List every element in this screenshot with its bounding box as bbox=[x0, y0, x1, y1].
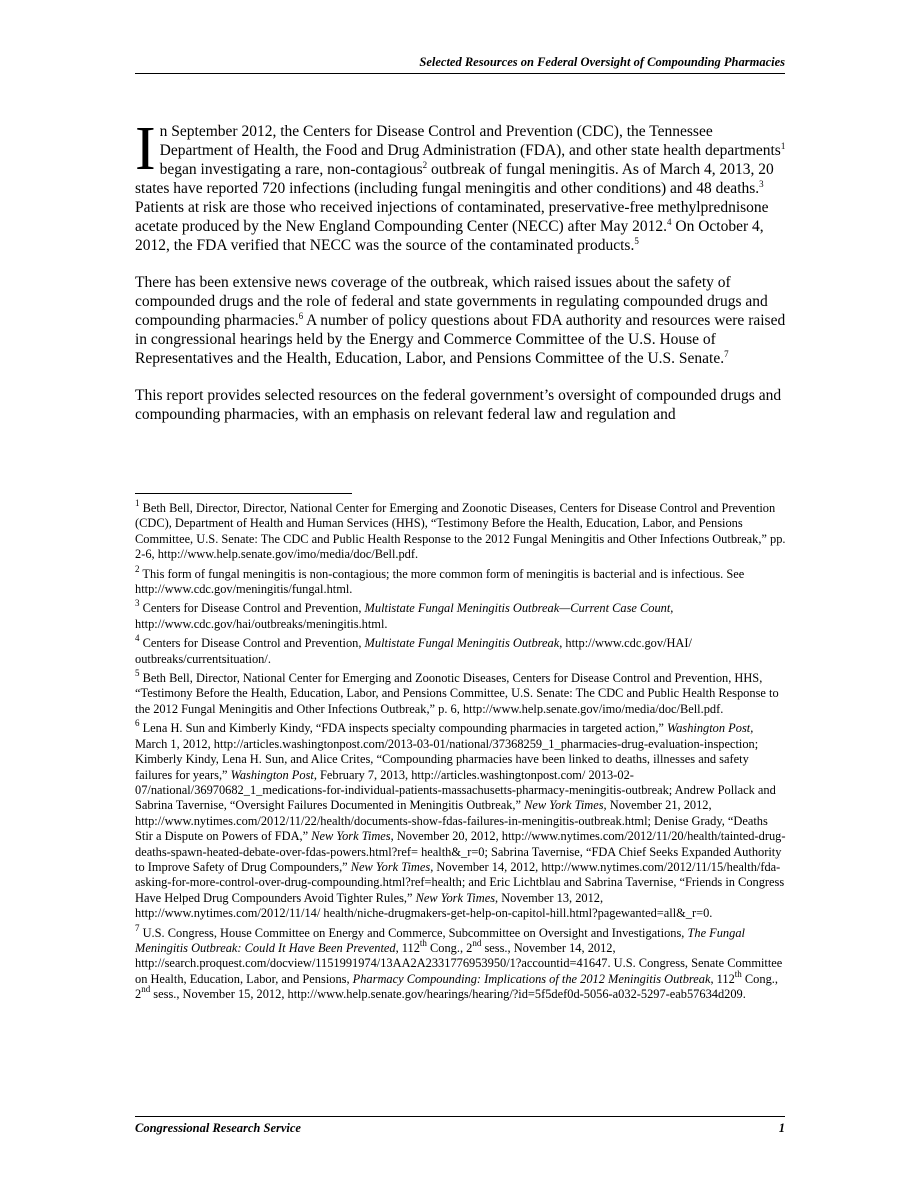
page-number: 1 bbox=[778, 1121, 785, 1135]
paragraph-news-coverage: There has been extensive news coverage of the outbreak, which raised issues about the safety of compounded drugs and the role of federal and state governments in regulating compounded drugs and compounding pharmacies.$^6$ A number of policy questions about FDA authority and resources were raised in congressional hearings held by the Energy and Commerce Committee of the U.S. House of Representatives and the Health, Education, Labor, and Pensions Committee of the U.S. Senate.$^7$ bbox=[135, 274, 786, 367]
footer-publisher: Congressional Research Service bbox=[135, 1121, 301, 1135]
footnote-1: $^1$ Beth Bell, Director, Director, National Center for Emerging and Zoonotic Diseases, Centers for Disease Control and Prevention (CDC), Department of Health and Human Services (HHS), “Testimony Before the Health, Education, Labor, and Pensions Committee, U.S. Senate: The CDC and Public Health Response to the 2012 Fungal Meningitis and Other Infections Outbreak,” pp. 2-6, http://www.help.senate.gov/imo/media/doc/Bell.pdf. bbox=[135, 498, 786, 562]
paragraph-report-scope: This report provides selected resources on the federal government’s oversight of compounded drugs and compounding pharmacies, with an emphasis on relevant federal law and regulation and bbox=[135, 387, 782, 423]
drop-cap: I bbox=[135, 115, 156, 183]
paragraph-intro: In September 2012, the Centers for Disease Control and Prevention (CDC), the Tennessee Department of Health, the Food and Drug Administration (FDA), and other state health departments$^1$ began investigating a rare, non-contagious$^2$ outbreak of fungal meningitis. As of March 4, 2013, 20 states have reported 720 infections (including fungal meningitis and other conditions) and 48 deaths.$^3$ Patients at risk are those who received injections of contaminated, preservative-free methylprednisone acetate produced by the New England Compounding Center (NECC) after May 2012.$^4$ On October 4, 2012, the FDA verified that NECC was the source of the contaminated products.$^5$ bbox=[135, 115, 786, 254]
header-rule bbox=[135, 73, 785, 74]
footnote-ref: 2 bbox=[422, 160, 428, 170]
footnote-ref: 4 bbox=[667, 217, 672, 227]
footnote-2: $^2$ This form of fungal meningitis is non-contagious; the more common form of meningitis is bacterial and is infectious. See http://www.cdc.gov/meningitis/fungal.html. bbox=[135, 563, 745, 597]
footnote-rule bbox=[135, 493, 352, 494]
footer-rule bbox=[135, 1116, 785, 1117]
footnotes bbox=[135, 498, 787, 1007]
footnote-ref: 6 bbox=[298, 311, 304, 321]
footnote-7: $^7$ U.S. Congress, House Committee on Energy and Commerce, Subcommittee on Oversight and Investigations, The Fungal Meningitis Outbreak: Could It Have Been Prevented, 112th Cong., 2nd sess., November 14, 2012, http://search.proquest.com/docview/1151991974/13AA2A2331776953950/1?accountid=41647. U.S. Congress, Senate Committee on Health, Education, Labor, and Pensions, Pharmacy Compounding: Implications of the 2012 Meningitis Outbreak, 112th Cong., 2nd sess., November 15, 2012, http://www.help.senate.gov/hearings/hearing/?id=5f5def0d-5056-a032-5297-eab57634d209. bbox=[135, 922, 783, 1002]
footnote-6: $^6$ Lena H. Sun and Kimberly Kindy, “FDA inspects specialty compounding pharmacies in targeted action,” Washington Post, March 1, 2012, http://articles.washingtonpost.com/2013-03-01/national/37368259_1_pharmacies-drug-evaluation-inspection; Kimberly Kindy, Lena H. Sun, and Alice Crites, “Compounding pharmacies have been linked to deaths, illnesses and safety failures for years,” Washington Post, February 7, 2013, http://articles.washingtonpost.com/ 2013-02-07/national/36970682_1_medications-for-individual-patients-massachusetts-pharmacy-meningitis-outbreak; Andrew Pollack and Sabrina Tavernise, “Oversight Failures Documented in Meningitis Outbreak,” New York Times, November 21, 2012, http://www.nytimes.com/2012/11/22/health/documents-show-fdas-failures-in-meningitis-outbreak.html; Denise Grady, “Deaths Stir a Dispute on Powers of FDA,” New York Times, November 20, 2012, http://www.nytimes.com/2012/11/20/health/tainted-drug-deaths-spawn-heated-debate-over-fdas-powers.html?ref= health&_r=0; Sabrina Tavernise, “FDA Chief Seeks Expanded Authority to Improve Safety of Drug Compounders,” New York Times, November 14, 2012, http://www.nytimes.com/2012/11/15/health/fda-asking-for-more-control-over-drug-compounding.html?ref=health; and Eric Lichtblau and Sabrina Tavernise, “Friends in Congress Have Helped Drug Compounders Avoid Tighter Rules,” New York Times, November 13, 2012, http://www.nytimes.com/2012/11/14/ health/niche-drugmakers-get-help-on-capitol-hill.html?pagewanted=all&_r=0. bbox=[135, 718, 786, 921]
footnote-5: $^5$ Beth Bell, Director, National Center for Emerging and Zoonotic Diseases, Centers for Disease Control and Prevention, HHS, “Testimony Before the Health, Education, Labor, and Pensions Committee, U.S. Senate: The CDC and Public Health Response to the 2012 Fungal Meningitis and Other Infections Outbreak,” p. 6, http://www.help.senate.gov/imo/media/doc/Bell.pdf. bbox=[135, 668, 779, 716]
footnote-ref: 5 bbox=[634, 236, 639, 246]
footnote-ref: 7 bbox=[724, 349, 729, 359]
footnote-ref: 3 bbox=[759, 179, 764, 189]
footnote-4: $^4$ Centers for Disease Control and Prevention, Multistate Fungal Meningitis Outbreak, http://www.cdc.gov/HAI/ outbreaks/currentsituation/. bbox=[135, 633, 692, 666]
footnote-ref: 1 bbox=[780, 141, 786, 151]
running-header: Selected Resources on Federal Oversight of Compounding Pharmacies bbox=[419, 55, 785, 69]
report-body bbox=[135, 115, 787, 442]
footnote-3: $^3$ Centers for Disease Control and Prevention, Multistate Fungal Meningitis Outbreak—Current Case Count, http://www.cdc.gov/hai/outbreaks/meningitis.html. bbox=[135, 598, 674, 631]
